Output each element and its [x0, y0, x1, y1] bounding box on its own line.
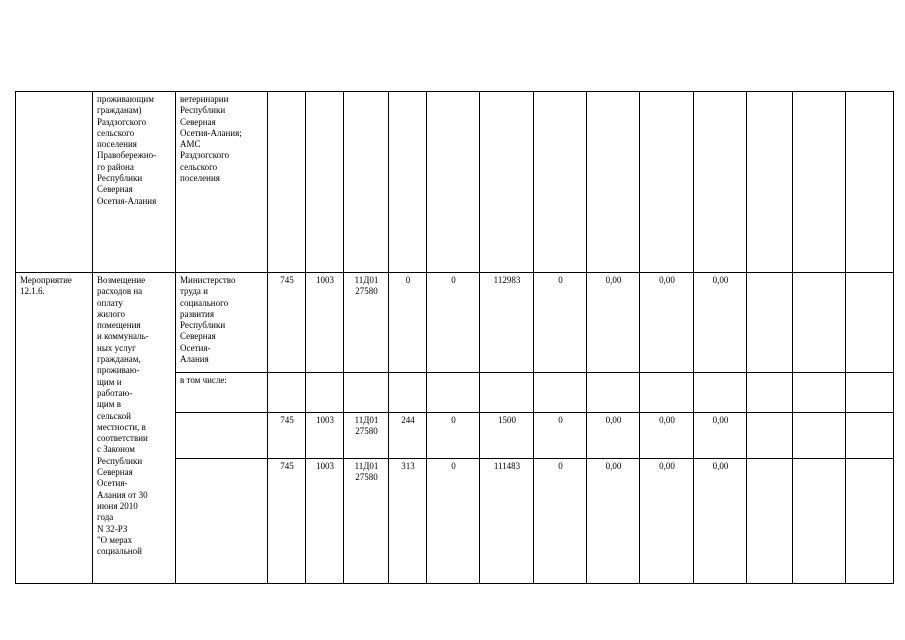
- cell-empty: [793, 413, 846, 459]
- cell-value: 0: [534, 413, 587, 459]
- cell-value: 0: [534, 459, 587, 584]
- cell-empty: [846, 373, 894, 413]
- cell-value: 0,00: [640, 273, 694, 373]
- cell-empty: [534, 92, 587, 273]
- cell-empty: [344, 373, 389, 413]
- cell-executor: ветеринарии Республики Северная Осетия-Алания; АМС Раздзогского сельского поселения: [176, 92, 268, 273]
- cell-empty: [587, 92, 640, 273]
- cell-empty: [344, 92, 389, 273]
- cell-value: 111483: [480, 459, 534, 584]
- cell-value: 0,00: [694, 459, 747, 584]
- cell-empty: [793, 92, 846, 273]
- cell-empty: [747, 273, 793, 373]
- cell-empty: [747, 413, 793, 459]
- cell-including-label: в том числе:: [176, 373, 268, 413]
- cell-rzpr: 1003: [306, 459, 344, 584]
- cell-empty: [268, 92, 306, 273]
- cell-empty: [480, 92, 534, 273]
- cell-value: 0,00: [694, 273, 747, 373]
- cell-grbs: 745: [268, 459, 306, 584]
- cell-empty: [846, 273, 894, 373]
- cell-value: 0,00: [640, 459, 694, 584]
- cell-value: 0,00: [587, 413, 640, 459]
- cell-value: 0,00: [587, 459, 640, 584]
- cell-csr: 11Д01 27580: [344, 459, 389, 584]
- cell-empty: [747, 373, 793, 413]
- cell-empty: [747, 92, 793, 273]
- budget-table: [15, 91, 894, 584]
- cell-empty: [846, 92, 894, 273]
- cell-empty: [389, 373, 427, 413]
- cell-empty: [640, 373, 694, 413]
- cell-empty: [694, 92, 747, 273]
- cell-value: 0: [427, 459, 480, 584]
- cell-empty: [747, 459, 793, 584]
- cell-grbs: 745: [268, 413, 306, 459]
- cell-empty: [793, 273, 846, 373]
- cell-empty: [427, 373, 480, 413]
- cell-rzpr: 1003: [306, 273, 344, 373]
- cell-description: проживающим гражданам) Раздзогского сельского поселения Правобережно- го района Республики Северная Осетия-Алания: [93, 92, 176, 273]
- cell-empty: [427, 92, 480, 273]
- cell-empty: [694, 373, 747, 413]
- cell-rzpr: 1003: [306, 413, 344, 459]
- cell-vr: 313: [389, 459, 427, 584]
- cell-empty: [176, 459, 268, 584]
- cell-code: [16, 92, 93, 273]
- cell-empty: [480, 373, 534, 413]
- cell-empty: [846, 459, 894, 584]
- cell-measure-executor: Министерство труда и социального развития Республики Северная Осетия- Алания: [176, 273, 268, 373]
- cell-empty: [306, 373, 344, 413]
- cell-measure-description: Возмещение расходов на оплату жилого помещения и коммуналь- ных услуг гражданам, проживаю- щим и работаю- щим в сельской местности, в соответствии с Законом Республики Северная Осетия- Алания от 30 июня 2010 года N 32-РЗ "О мерах социальной: [93, 273, 176, 584]
- cell-value: 0: [427, 273, 480, 373]
- cell-vr: 0: [389, 273, 427, 373]
- cell-value: 0: [427, 413, 480, 459]
- cell-empty: [268, 373, 306, 413]
- cell-value: 112983: [480, 273, 534, 373]
- cell-csr: 11Д01 27580: [344, 413, 389, 459]
- cell-value: 0,00: [640, 413, 694, 459]
- table-row-measure: [16, 273, 894, 373]
- cell-value: 0: [534, 273, 587, 373]
- cell-value: 0,00: [587, 273, 640, 373]
- cell-empty: [176, 413, 268, 459]
- cell-empty: [793, 459, 846, 584]
- cell-value: 1500: [480, 413, 534, 459]
- cell-csr: 11Д01 27580: [344, 273, 389, 373]
- cell-empty: [534, 373, 587, 413]
- cell-grbs: 745: [268, 273, 306, 373]
- table-row-continuation: [16, 92, 894, 273]
- cell-measure-code: Мероприятие 12.1.6.: [16, 273, 93, 584]
- cell-empty: [846, 413, 894, 459]
- cell-empty: [306, 92, 344, 273]
- cell-value: 0,00: [694, 413, 747, 459]
- cell-empty: [389, 92, 427, 273]
- cell-empty: [640, 92, 694, 273]
- cell-empty: [587, 373, 640, 413]
- cell-vr: 244: [389, 413, 427, 459]
- cell-empty: [793, 373, 846, 413]
